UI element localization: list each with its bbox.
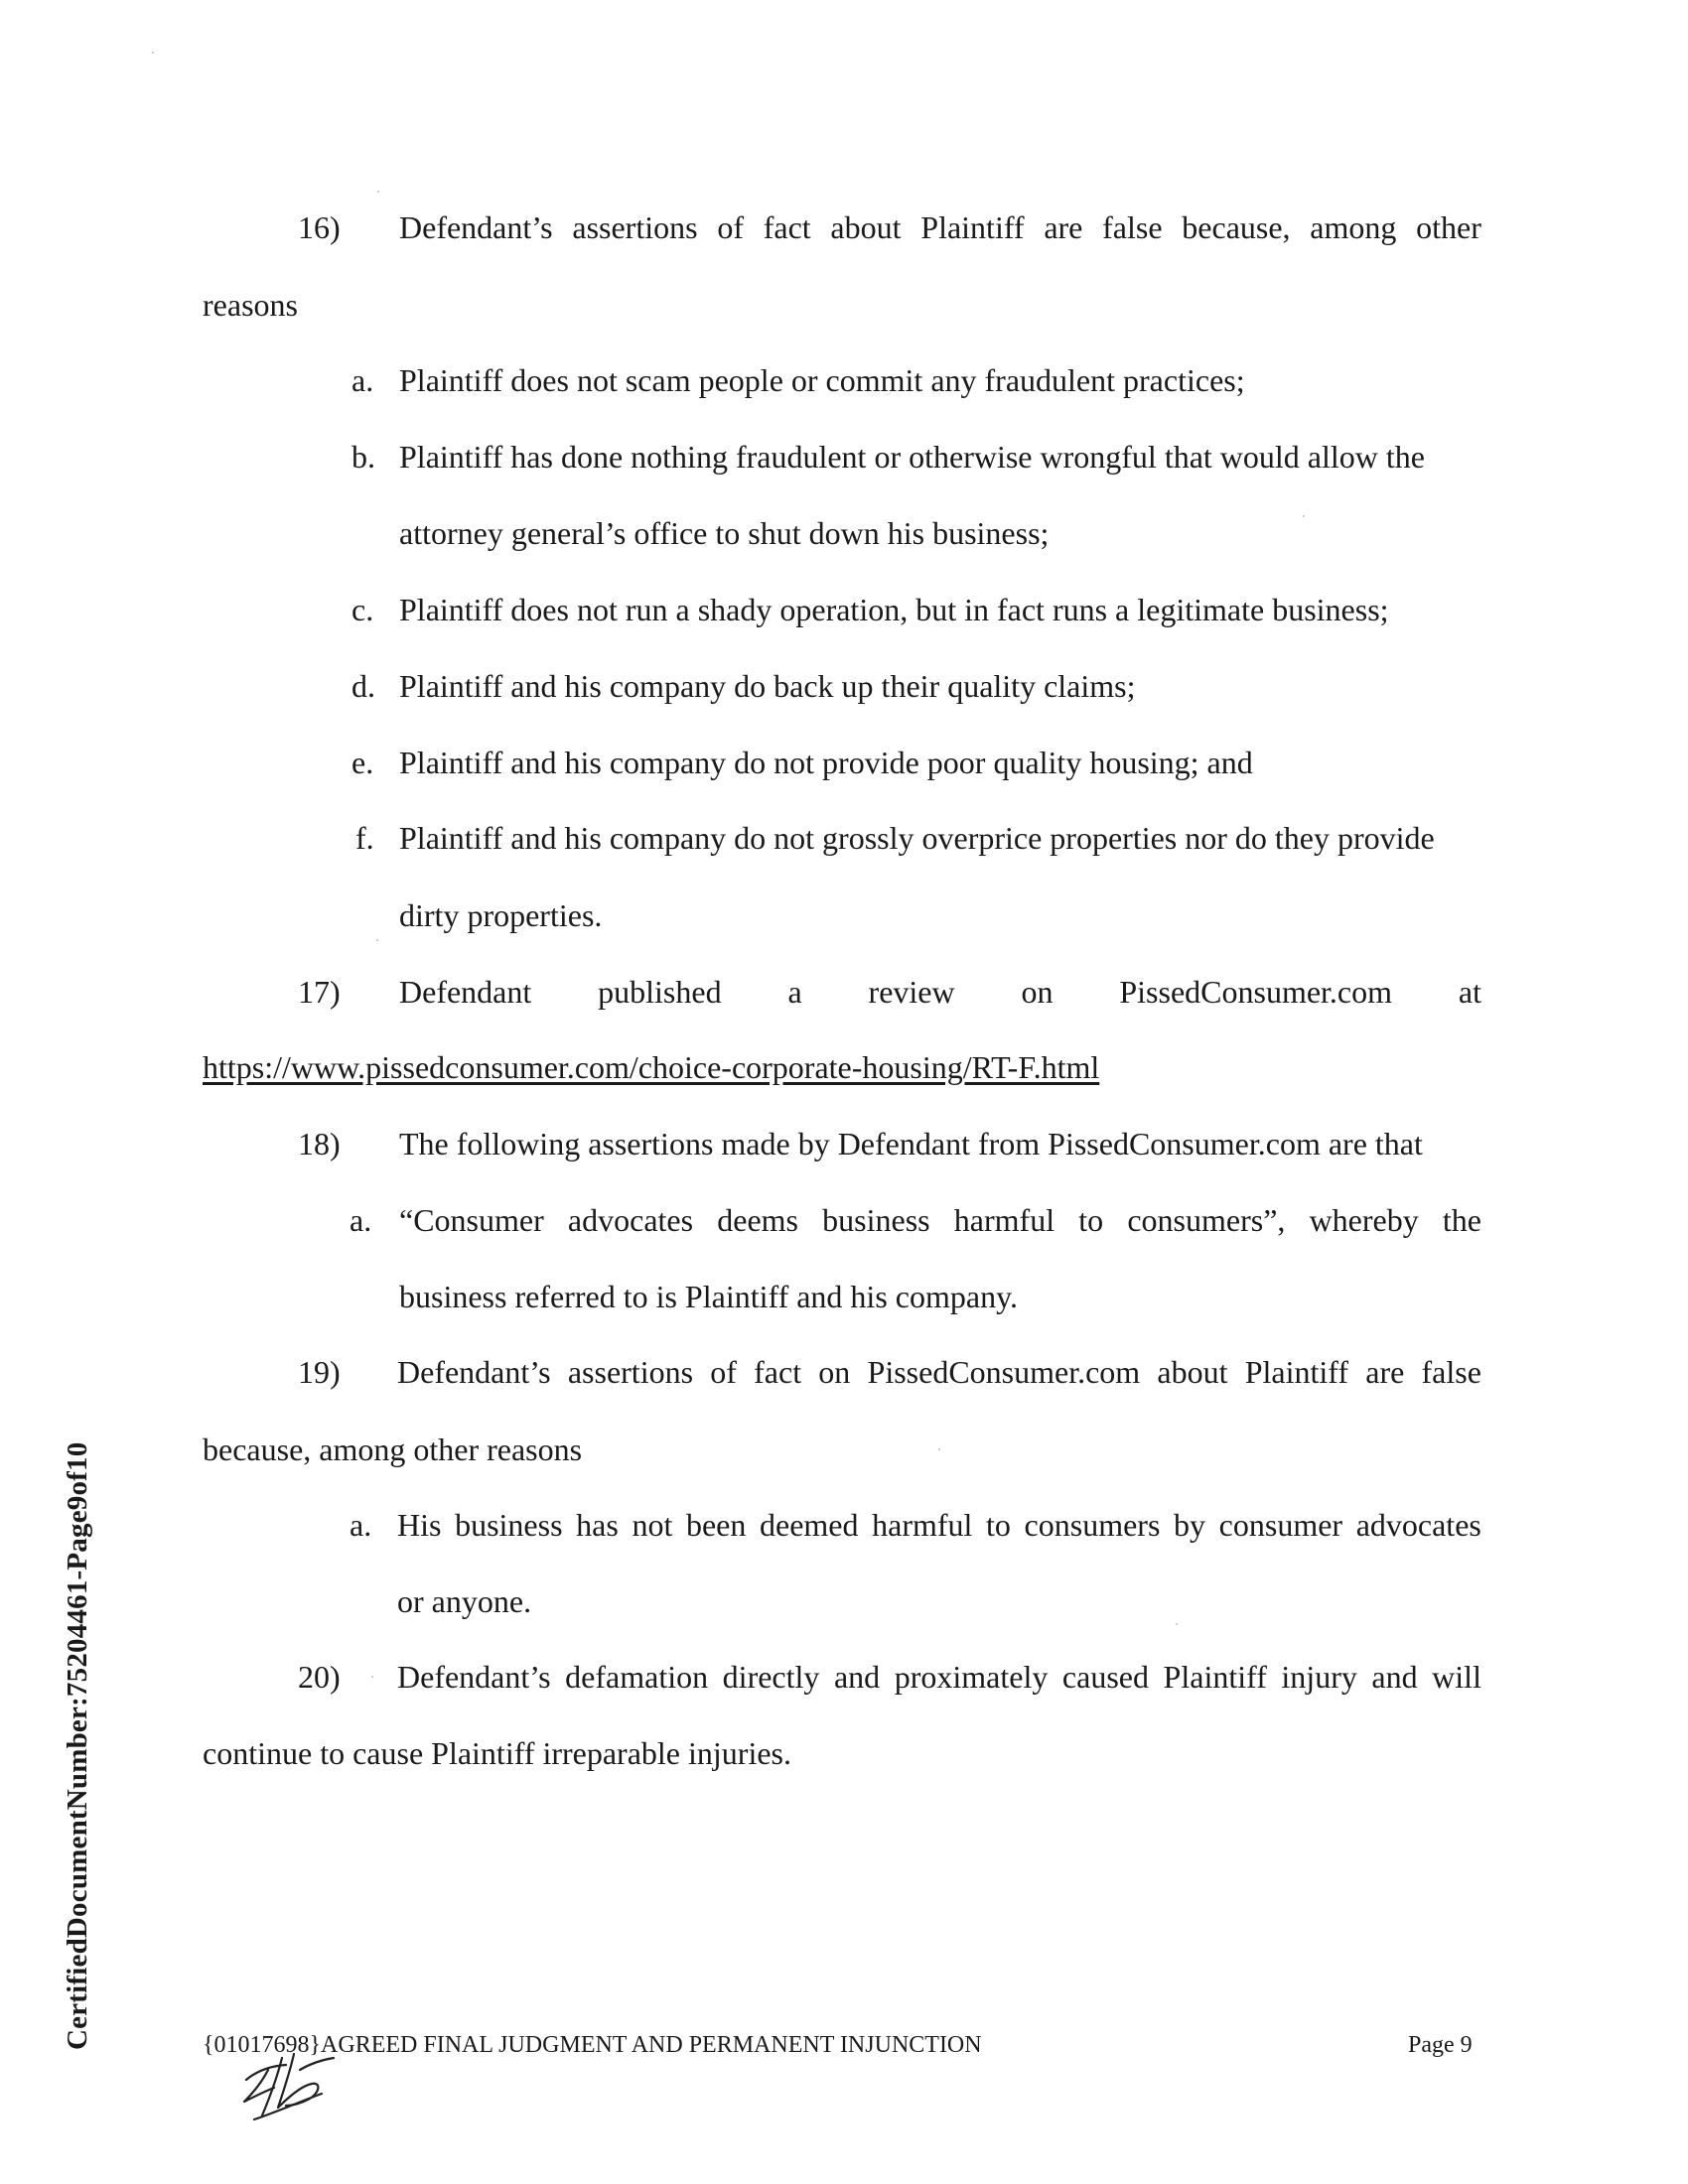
word: of [717,209,744,245]
word: to [986,1507,1011,1543]
paragraph-16-item-b-line-2: attorney general’s office to shut down his business; [399,515,1050,551]
scan-speck [377,191,379,193]
certified-document-stamp: CertifiedDocumentNumber:75204461-Page9of10 [62,1441,93,2050]
word: harmful [953,1202,1055,1238]
word: and [1371,1659,1418,1695]
word: will [1432,1659,1481,1695]
word: Plaintiff [920,209,1025,245]
scan-speck [938,1448,940,1450]
paragraph-18-item-a-line-2: business referred to is Plaintiff and his company. [399,1279,1018,1314]
paragraph-16-item-e-line-1: Plaintiff and his company do not provide poor quality housing; and [399,745,1253,780]
word: are [1044,209,1083,245]
word: deems [717,1202,798,1238]
word: about [830,209,902,245]
word: false [1102,209,1163,245]
paragraph-19-line-2: because, among other reasons [203,1432,583,1467]
word: consumer [1218,1507,1343,1543]
word: consumers”, [1127,1202,1286,1238]
word: His [397,1507,442,1543]
word: business [822,1202,930,1238]
word: Defendant [399,974,532,1010]
word: and [833,1659,881,1695]
paragraph-16-item-c-line-1: Plaintiff does not run a shady operation, but in fact runs a legitimate business; [399,592,1389,627]
paragraph-16-item-d-letter: d. [352,668,375,704]
paragraph-19-line-1 [397,1352,1481,1392]
paragraph-18-number: 18) [298,1126,341,1161]
word: fact [763,209,811,245]
paragraph-20-line-1 [397,1657,1481,1697]
word: proximately [894,1659,1049,1695]
paragraph-16-item-b-line-1: Plaintiff has done nothing fraudulent or otherwise wrongful that would allow the [399,439,1425,475]
word: among [1310,209,1397,245]
word: directly [722,1659,820,1695]
word: because, [1182,209,1291,245]
word: on [1021,974,1054,1010]
paragraph-16-line-2: reasons [203,287,298,323]
word: about [1157,1354,1228,1390]
word: has [576,1507,619,1543]
footer-page-number: Page 9 [1408,2032,1473,2058]
word: whereby [1309,1202,1419,1238]
scan-speck [152,52,154,54]
word: been [685,1507,747,1543]
paragraph-20-number: 20) [298,1659,341,1695]
paragraph-17-number: 17) [298,974,341,1010]
word: deemed [759,1507,859,1543]
word: false [1421,1354,1481,1390]
paragraph-16-item-e-letter: e. [352,745,374,780]
word: to [1078,1202,1104,1238]
paragraph-16-item-b-letter: b. [352,439,375,475]
paragraph-19-item-a-letter: a. [350,1507,372,1543]
paragraph-16-item-d-line-1: Plaintiff and his company do back up their quality claims; [399,668,1136,704]
word: Defendant’s [397,1659,551,1695]
word: defamation [565,1659,709,1695]
word: a [787,974,802,1010]
word: caused [1061,1659,1149,1695]
word: PissedConsumer.com [1119,974,1393,1010]
word: Plaintiff [1244,1354,1349,1390]
word: advocates [1355,1507,1481,1543]
word: “Consumer [399,1202,544,1238]
paragraph-19-item-a-line-2: or anyone. [397,1583,532,1619]
scan-speck [376,939,378,941]
scan-speck [1303,515,1305,517]
word: fact [754,1354,802,1390]
scan-speck [1176,1623,1178,1625]
paragraph-16-line-1 [399,207,1481,247]
paragraph-16-item-a-line-1: Plaintiff does not scam people or commit any fraudulent practices; [399,362,1245,398]
paragraph-19-item-a-line-1 [397,1505,1481,1545]
paragraph-18-line-1: The following assertions made by Defendant from PissedConsumer.com are that [399,1126,1423,1161]
paragraph-16-item-a-letter: a. [352,362,374,398]
paragraph-16-number: 16) [298,209,341,245]
word: harmful [872,1507,973,1543]
word: advocates [567,1202,694,1238]
paragraph-16-item-f-letter: f. [355,820,374,856]
word: by [1174,1507,1206,1543]
word: at [1458,974,1481,1010]
scan-speck [371,1676,373,1678]
word: Defendant’s [399,209,553,245]
word: the [1442,1202,1481,1238]
paragraph-16-item-c-letter: c. [352,592,374,627]
word: assertions [572,209,698,245]
word: Plaintiff [1163,1659,1267,1695]
word: business [455,1507,563,1543]
word: published [598,974,722,1010]
paragraph-16-item-f-line-1: Plaintiff and his company do not grossly overprice properties nor do they provide [399,820,1435,856]
paragraph-18-item-a-letter: a. [350,1202,372,1238]
word: assertions [567,1354,694,1390]
word: are [1365,1354,1405,1390]
word: on [818,1354,851,1390]
footer-document-title: {01017698}AGREED FINAL JUDGMENT AND PERMANENT INJUNCTION [203,2032,982,2058]
paragraph-20-line-2: continue to cause Plaintiff irreparable injuries. [203,1735,791,1771]
word: injury [1281,1659,1357,1695]
paragraph-18-item-a-line-1 [399,1200,1481,1240]
review-url-link[interactable]: https://www.pissedconsumer.com/choice-corporate-housing/RT-F.html [203,1049,1100,1085]
paragraph-19-number: 19) [298,1354,341,1390]
word: review [868,974,955,1010]
word: consumers [1024,1507,1161,1543]
signature-initials-icon [238,2040,348,2129]
word: not [632,1507,673,1543]
word: other [1416,209,1481,245]
word: Defendant’s [397,1354,551,1390]
word: of [710,1354,737,1390]
paragraph-16-item-f-line-2: dirty properties. [399,897,603,933]
paragraph-17-line-1 [399,972,1481,1012]
word: PissedConsumer.com [867,1354,1141,1390]
